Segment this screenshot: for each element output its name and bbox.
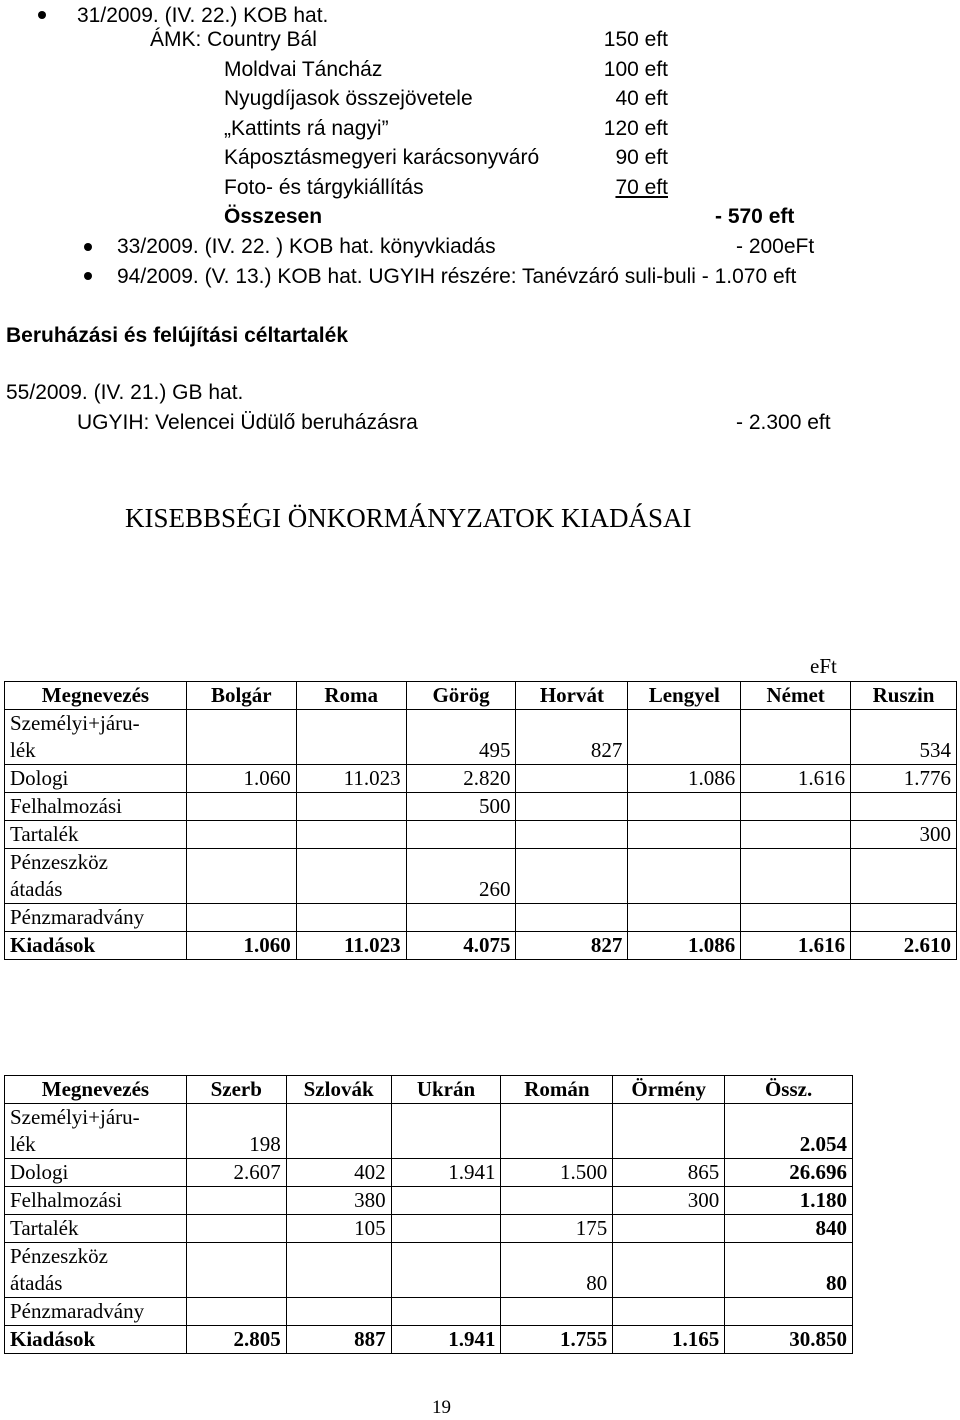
row-label-line: Dologi [10, 766, 69, 790]
list-item-kob-94: 94/2009. (V. 13.) KOB hat. UGYIH részére: Tanévzáró suli-buli - 1.070 eft [117, 265, 797, 288]
table-cell [613, 1215, 725, 1243]
row-label [5, 1187, 187, 1215]
table-cell [628, 793, 741, 821]
row-label [5, 904, 187, 932]
table-row [5, 793, 957, 821]
row-label-line: lék [10, 1132, 36, 1156]
list-item-kob-33: 33/2009. (IV. 22. ) KOB hat. könyvkiadás [117, 235, 496, 258]
row-label-line: lék [10, 738, 36, 762]
table-cell [851, 849, 957, 904]
column-header: Roma [296, 682, 406, 710]
row-label [5, 821, 187, 849]
table-cell [851, 904, 957, 932]
row-label [5, 710, 187, 765]
table-header-row [5, 1076, 853, 1104]
table-cell: 827 [516, 710, 628, 765]
column-header: Bolgár [186, 682, 296, 710]
reserve-decision: 55/2009. (IV. 21.) GB hat. [6, 381, 244, 404]
table-row [5, 821, 957, 849]
row-label [5, 765, 187, 793]
table-cell [741, 793, 851, 821]
row-label [5, 1104, 187, 1159]
amk-event-value: 70 eft [615, 175, 668, 199]
list-item-kob-31: 31/2009. (IV. 22.) KOB hat. [77, 4, 329, 27]
table-cell [186, 710, 296, 765]
table-cell [628, 904, 741, 932]
table-cell [501, 1104, 613, 1159]
row-label [5, 849, 187, 904]
table-cell: 11.023 [296, 765, 406, 793]
table-cell: 1.941 [391, 1326, 501, 1354]
column-header: Ukrán [391, 1076, 501, 1104]
amk-event-label: ÁMK: Country Bál [150, 28, 317, 51]
table-cell [501, 1187, 613, 1215]
table-cell: 1.086 [628, 932, 741, 960]
row-label [5, 1298, 187, 1326]
amk-event-value: 90 eft [615, 146, 668, 169]
table-row [5, 765, 957, 793]
column-header: Lengyel [628, 682, 741, 710]
table-cell: 887 [286, 1326, 391, 1354]
column-header: Ruszin [851, 682, 957, 710]
table-cell: 840 [725, 1215, 853, 1243]
minority-expenses-table-1 [4, 681, 957, 960]
amk-event-label: Káposztásmegyeri karácsonyváró [224, 146, 540, 169]
amk-event-value: 100 eft [603, 57, 668, 81]
table-cell [296, 793, 406, 821]
minority-expenses-table-2 [4, 1075, 853, 1354]
amk-event-label: Nyugdíjasok összejövetele [224, 87, 473, 110]
row-label-line: Kiadások [10, 1327, 96, 1351]
table-cell [741, 710, 851, 765]
row-label-line: átadás [10, 877, 63, 901]
column-header: Örmény [613, 1076, 725, 1104]
table-cell [186, 1215, 286, 1243]
row-label-line: Pénzmaradvány [10, 905, 145, 929]
row-label-line: Tartalék [10, 822, 79, 846]
table-cell: 2.054 [725, 1104, 853, 1159]
table-cell: 402 [286, 1159, 391, 1187]
row-label [5, 1326, 187, 1354]
amk-event-value: 150 eft [603, 28, 668, 51]
table-cell: 198 [186, 1104, 286, 1159]
row-label-line: Tartalék [10, 1216, 79, 1240]
reserve-line-value: - 2.300 eft [736, 411, 831, 434]
row-label [5, 1159, 187, 1187]
table-cell: 300 [851, 821, 957, 849]
table-cell [296, 904, 406, 932]
table-cell [186, 904, 296, 932]
row-label-line: átadás [10, 1271, 63, 1295]
table-cell: 1.180 [725, 1187, 853, 1215]
table-cell [628, 849, 741, 904]
table-cell [516, 821, 628, 849]
row-label-line: Pénzeszköz [10, 850, 108, 874]
table-cell [613, 1243, 725, 1298]
table-cell [391, 1215, 501, 1243]
table-cell: 1.500 [501, 1159, 613, 1187]
table-cell [725, 1298, 853, 1326]
bullet-marker [84, 272, 92, 280]
table-cell [286, 1104, 391, 1159]
section-title: KISEBBSÉGI ÖNKORMÁNYZATOK KIADÁSAI [125, 503, 692, 533]
table-cell [628, 710, 741, 765]
table-cell [406, 821, 516, 849]
table-cell [186, 1243, 286, 1298]
table-cell [516, 904, 628, 932]
row-label-line: Dologi [10, 1160, 69, 1184]
table-row [5, 1187, 853, 1215]
table-cell [296, 821, 406, 849]
table-cell [296, 849, 406, 904]
table-cell: 2.607 [186, 1159, 286, 1187]
row-label-line: Személyi+járu- [10, 711, 140, 735]
column-header: Megnevezés [5, 682, 187, 710]
table-cell: 2.820 [406, 765, 516, 793]
column-header: Szlovák [286, 1076, 391, 1104]
table-cell [391, 1104, 501, 1159]
row-label [5, 793, 187, 821]
table-cell: 1.060 [186, 765, 296, 793]
column-header: Német [741, 682, 851, 710]
reserve-line-label: UGYIH: Velencei Üdülő beruházásra [77, 411, 418, 434]
table-cell [516, 793, 628, 821]
table-cell [391, 1243, 501, 1298]
table-cell: 827 [516, 932, 628, 960]
table-cell [613, 1104, 725, 1159]
row-label-line: Felhalmozási [10, 1188, 122, 1212]
table-cell [286, 1298, 391, 1326]
table-cell: 105 [286, 1215, 391, 1243]
table-cell: 380 [286, 1187, 391, 1215]
table-row [5, 710, 957, 765]
table-header-row [5, 682, 957, 710]
table-cell [741, 849, 851, 904]
table-cell [516, 849, 628, 904]
table-row [5, 1159, 853, 1187]
table-cell: 1.755 [501, 1326, 613, 1354]
list-item-kob-33-value: - 200eFt [736, 235, 815, 258]
table-cell [741, 821, 851, 849]
table-cell: 1.060 [186, 932, 296, 960]
row-label [5, 932, 187, 960]
amk-event-label: „Kattints rá nagyi” [224, 116, 389, 140]
table-row [5, 849, 957, 904]
column-header: Román [501, 1076, 613, 1104]
column-header: Szerb [186, 1076, 286, 1104]
table-cell: 2.805 [186, 1326, 286, 1354]
table-row [5, 932, 957, 960]
row-label [5, 1243, 187, 1298]
row-label-line: Pénzeszköz [10, 1244, 108, 1268]
table-cell [186, 1187, 286, 1215]
table-cell [186, 849, 296, 904]
table-cell [501, 1298, 613, 1326]
table-cell [516, 765, 628, 793]
row-label-line: Felhalmozási [10, 794, 122, 818]
total-value: - 570 eft [715, 205, 795, 228]
amk-event-value: 120 eft [603, 116, 668, 140]
unit-label: eFt [810, 654, 837, 678]
table-cell [296, 710, 406, 765]
table-cell [186, 1298, 286, 1326]
table-row [5, 904, 957, 932]
table-cell: 300 [613, 1187, 725, 1215]
total-label: Összesen [224, 205, 323, 228]
page-number: 19 [432, 1397, 451, 1418]
table-cell: 500 [406, 793, 516, 821]
table-row [5, 1104, 853, 1159]
table-cell: 260 [406, 849, 516, 904]
table-cell [286, 1243, 391, 1298]
bullet-marker [84, 243, 92, 251]
table-cell: 1.616 [741, 932, 851, 960]
column-header: Horvát [516, 682, 628, 710]
table-row [5, 1243, 853, 1298]
table-cell: 175 [501, 1215, 613, 1243]
table-cell: 80 [725, 1243, 853, 1298]
table-row [5, 1215, 853, 1243]
table-cell: 11.023 [296, 932, 406, 960]
table-cell [741, 904, 851, 932]
table-row [5, 1298, 853, 1326]
column-header: Megnevezés [5, 1076, 187, 1104]
table-cell [186, 821, 296, 849]
table-cell: 1.776 [851, 765, 957, 793]
column-header: Össz. [725, 1076, 853, 1104]
table-cell: 1.941 [391, 1159, 501, 1187]
table-cell [613, 1298, 725, 1326]
table-cell [391, 1298, 501, 1326]
amk-event-value: 40 eft [615, 87, 668, 110]
table-cell: 1.165 [613, 1326, 725, 1354]
amk-event-label: Foto- és tárgykiállítás [224, 175, 424, 199]
column-header: Görög [406, 682, 516, 710]
table-cell [406, 904, 516, 932]
table-cell [851, 793, 957, 821]
table-row [5, 1326, 853, 1354]
table-cell: 26.696 [725, 1159, 853, 1187]
table-cell: 534 [851, 710, 957, 765]
row-label-line: Pénzmaradvány [10, 1299, 145, 1323]
amk-event-label: Moldvai Táncház [224, 57, 383, 81]
table-cell [628, 821, 741, 849]
reserve-heading: Beruházási és felújítási céltartalék [6, 324, 348, 347]
row-label-line: Kiadások [10, 933, 96, 957]
row-label-line: Személyi+járu- [10, 1105, 140, 1129]
table-cell: 865 [613, 1159, 725, 1187]
table-cell: 1.616 [741, 765, 851, 793]
table-cell: 80 [501, 1243, 613, 1298]
table-cell: 1.086 [628, 765, 741, 793]
table-cell: 30.850 [725, 1326, 853, 1354]
table-cell: 2.610 [851, 932, 957, 960]
table-cell [186, 793, 296, 821]
bullet-marker [38, 11, 46, 19]
row-label [5, 1215, 187, 1243]
table-cell [391, 1187, 501, 1215]
table-cell: 4.075 [406, 932, 516, 960]
table-cell: 495 [406, 710, 516, 765]
